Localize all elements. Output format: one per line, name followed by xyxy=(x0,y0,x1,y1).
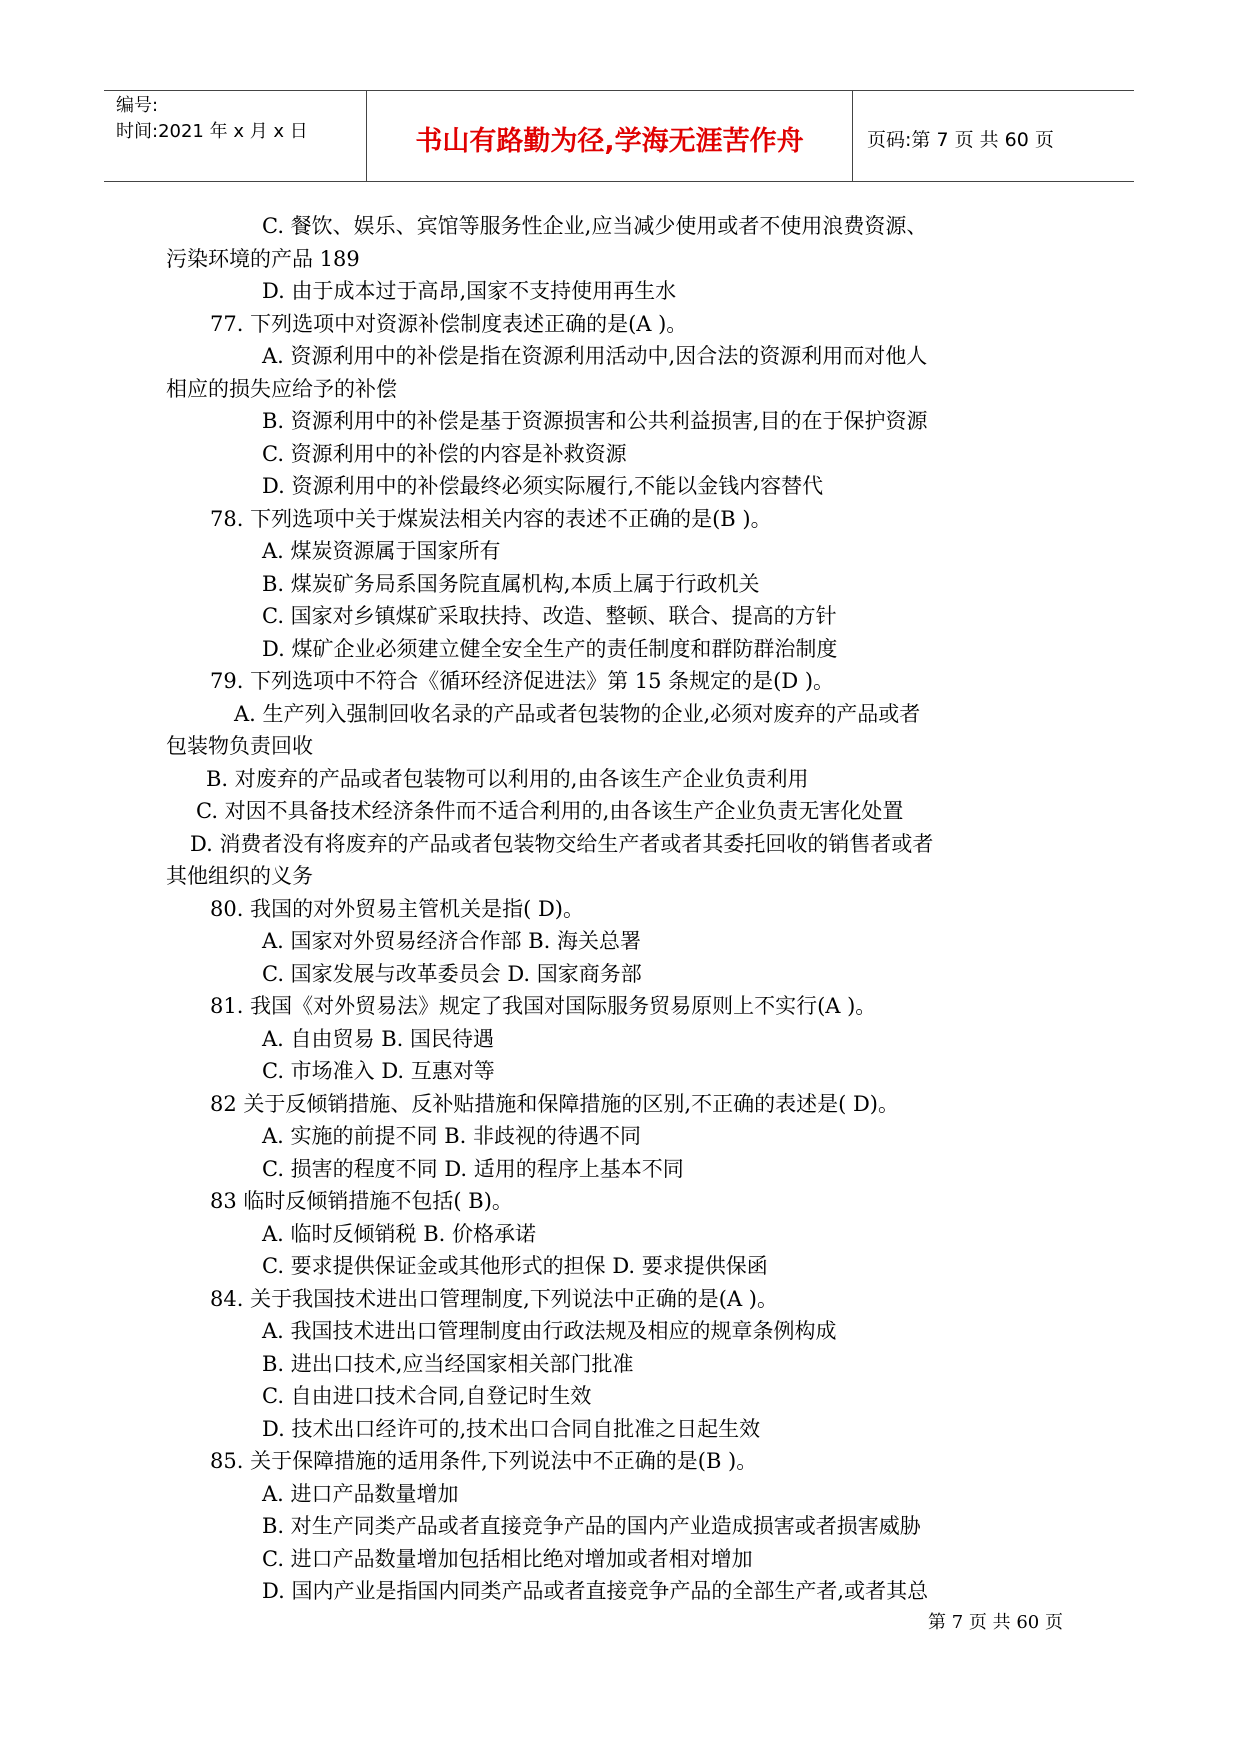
text-line: B. 对生产同类产品或者直接竞争产品的国内产业造成损害或者损害威胁 xyxy=(262,1514,921,1538)
text-line: B. 对废弃的产品或者包装物可以利用的,由各该生产企业负责利用 xyxy=(206,766,809,791)
header-page-code-cell xyxy=(853,91,1134,181)
text-line: D. 煤矿企业必须建立健全安全生产的责任制度和群防群治制度 xyxy=(262,636,838,661)
header-meta xyxy=(104,91,367,181)
text-line: A. 国家对外贸易经济合作部 B. 海关总署 xyxy=(262,929,641,953)
text-line: A. 临时反倾销税 B. 价格承诺 xyxy=(262,1221,536,1246)
text-line: D. 由于成本过于高昂,国家不支持使用再生水 xyxy=(262,279,677,303)
text-line: C. 市场准入 D. 互惠对等 xyxy=(262,1059,495,1083)
text-line: D. 资源利用中的补偿最终必须实际履行,不能以金钱内容替代 xyxy=(262,474,824,498)
text-line: D. 消费者没有将废弃的产品或者包装物交给生产者或者其委托回收的销售者或者 xyxy=(190,831,934,856)
page-code: 页码:第 7 页 共 60 页 xyxy=(867,128,1054,151)
text-line: C. 对因不具备技术经济条件而不适合利用的,由各该生产企业负责无害化处置 xyxy=(196,799,904,823)
text-line: A. 资源利用中的补偿是指在资源利用活动中,因合法的资源利用而对他人 xyxy=(262,344,928,368)
text-line: C. 资源利用中的补偿的内容是补救资源 xyxy=(262,441,627,466)
text-line: A. 生产列入强制回收名录的产品或者包装物的企业,必须对废弃的产品或者 xyxy=(234,701,921,726)
text-line: A. 实施的前提不同 B. 非歧视的待遇不同 xyxy=(262,1124,641,1148)
question-line: 85. 关于保障措施的适用条件,下列说法中不正确的是(B )。 xyxy=(210,1449,758,1473)
text-line: 其他组织的义务 xyxy=(166,864,313,888)
text-line: B. 煤炭矿务局系国务院直属机构,本质上属于行政机关 xyxy=(262,571,760,596)
question-line: 84. 关于我国技术进出口管理制度,下列说法中正确的是(A )。 xyxy=(210,1286,778,1311)
text-line: B. 进出口技术,应当经国家相关部门批准 xyxy=(262,1351,634,1376)
text-line: C. 国家对乡镇煤矿采取扶持、改造、整顿、联合、提高的方针 xyxy=(262,604,837,628)
question-line: 80. 我国的对外贸易主管机关是指( D)。 xyxy=(210,896,584,921)
text-line: C. 国家发展与改革委员会 D. 国家商务部 xyxy=(262,961,642,986)
text-line: C. 自由进口技术合同,自登记时生效 xyxy=(262,1384,592,1408)
document-header xyxy=(104,90,1134,182)
text-line: 污染环境的产品 189 xyxy=(166,246,360,271)
question-line: 82 关于反倾销措施、反补贴措施和保障措施的区别,不正确的表述是( D)。 xyxy=(210,1091,899,1116)
question-line: 78. 下列选项中关于煤炭法相关内容的表述不正确的是(B )。 xyxy=(210,506,772,531)
motto-text: 书山有路勤为径,学海无涯苦作舟 xyxy=(415,125,804,157)
document-body xyxy=(166,210,1086,1608)
question-line: 83 临时反倾销措施不包括( B)。 xyxy=(210,1189,513,1213)
page-footer: 第 7 页 共 60 页 xyxy=(928,1612,1063,1633)
number-label: 编号: xyxy=(116,95,159,116)
text-line: A. 进口产品数量增加 xyxy=(262,1481,459,1506)
question-line: 81. 我国《对外贸易法》规定了我国对国际服务贸易原则上不实行(A )。 xyxy=(210,994,877,1018)
text-line: A. 我国技术进出口管理制度由行政法规及相应的规章条例构成 xyxy=(262,1319,837,1343)
text-line: C. 餐饮、娱乐、宾馆等服务性企业,应当减少使用或者不使用浪费资源、 xyxy=(262,214,928,238)
question-line: 79. 下列选项中不符合《循环经济促进法》第 15 条规定的是(D )。 xyxy=(210,669,835,693)
text-line: 相应的损失应给予的补偿 xyxy=(166,376,397,401)
text-line: A. 自由贸易 B. 国民待遇 xyxy=(262,1026,494,1051)
text-line: C. 进口产品数量增加包括相比绝对增加或者相对增加 xyxy=(262,1546,753,1571)
text-line: 包装物负责回收 xyxy=(166,734,313,758)
text-line: B. 资源利用中的补偿是基于资源损害和公共利益损害,目的在于保护资源 xyxy=(262,409,928,433)
header-motto-cell xyxy=(367,91,853,181)
text-line: A. 煤炭资源属于国家所有 xyxy=(262,539,501,563)
text-line: D. 技术出口经许可的,技术出口合同自批准之日起生效 xyxy=(262,1416,761,1441)
text-line: C. 要求提供保证金或其他形式的担保 D. 要求提供保函 xyxy=(262,1254,768,1278)
time-label: 时间:2021 年 x 月 x 日 xyxy=(116,121,308,142)
text-line: D. 国内产业是指国内同类产品或者直接竞争产品的全部生产者,或者其总 xyxy=(262,1579,929,1603)
text-line: C. 损害的程度不同 D. 适用的程序上基本不同 xyxy=(262,1156,684,1181)
question-line: 77. 下列选项中对资源补偿制度表述正确的是(A )。 xyxy=(210,311,688,336)
